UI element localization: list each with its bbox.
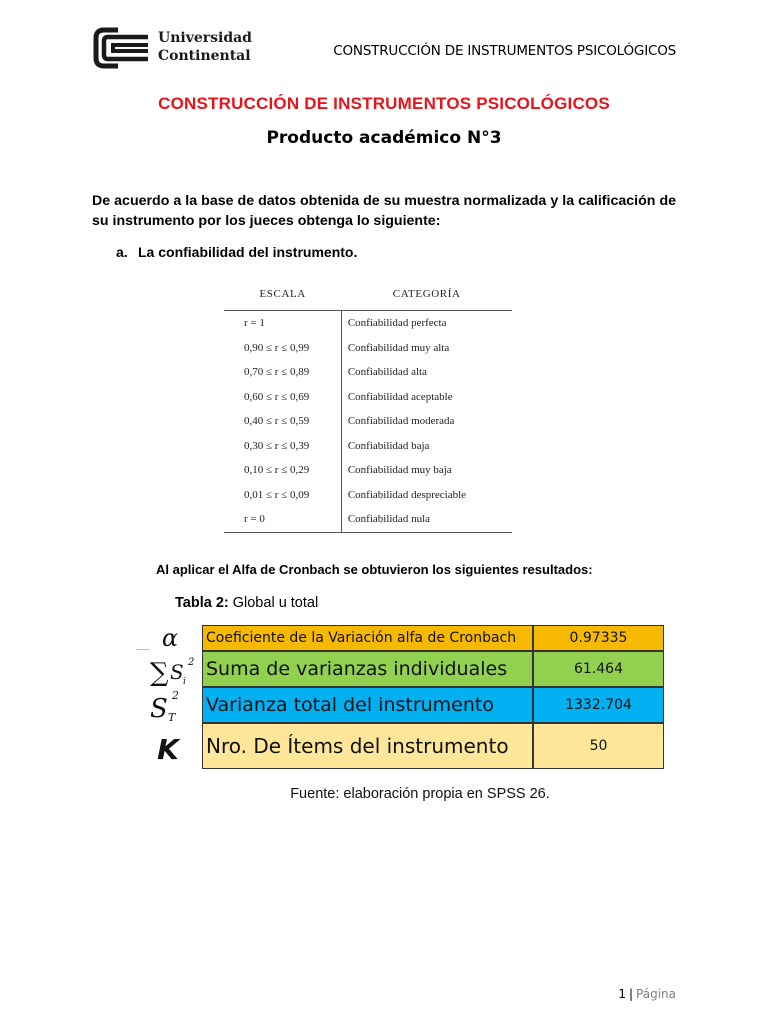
table-source: Fuente: elaboración propia en SPSS 26.	[290, 786, 550, 802]
svg-text:T: T	[168, 711, 176, 723]
table-row	[140, 723, 664, 769]
column-header-categoria: CATEGORÍA	[341, 284, 512, 311]
page-word: Página	[636, 987, 676, 1001]
table-caption	[175, 595, 318, 611]
footer-separator: |	[628, 987, 634, 1001]
result-value: 61.464	[533, 651, 664, 687]
escala-cell: 0,10 ≤ r ≤ 0,29	[244, 464, 310, 477]
escala-cell: r = 1	[244, 317, 265, 330]
table-row	[140, 625, 664, 651]
document-title: CONSTRUCCIÓN DE INSTRUMENTOS PSICOLÓGICOS	[158, 94, 610, 113]
k-symbol	[140, 723, 200, 769]
table-row	[224, 434, 512, 459]
result-label: Coeficiente de la Variación alfa de Cronbach	[202, 625, 533, 651]
table-row	[224, 507, 512, 532]
page-number: 1	[618, 987, 626, 1001]
escala-cell: 0,60 ≤ r ≤ 0,69	[244, 390, 310, 403]
svg-text:i: i	[183, 677, 186, 687]
table-row	[224, 360, 512, 385]
header-title: CONSTRUCCIÓN DE INSTRUMENTOS PSICOLÓGICOS	[333, 43, 676, 59]
column-header-escala: ESCALA	[224, 284, 341, 311]
k-symbol-text: K	[157, 733, 179, 766]
intro-paragraph: De acuerdo a la base de datos obtenida de su muestra normalizada y la calificación de su instrumento por los jueces obtenga lo siguiente:	[92, 193, 676, 229]
categoria-cell: Confiabilidad perfecta	[341, 311, 512, 336]
logo-wordmark	[158, 29, 252, 65]
continental-logo-icon	[92, 26, 148, 70]
result-value: 0.97335	[533, 625, 664, 651]
svg-text:S: S	[150, 694, 168, 723]
result-label: Nro. De Ítems del instrumento	[202, 723, 533, 769]
result-value: 1332.704	[533, 687, 664, 723]
categoria-cell: Confiabilidad nula	[341, 507, 512, 532]
escala-cell: 0,70 ≤ r ≤ 0,89	[244, 366, 310, 379]
table-row	[140, 687, 664, 723]
table-caption-text: Global u total	[228, 595, 319, 611]
escala-cell: r = 0	[224, 507, 341, 532]
document-subtitle: Producto académico N°3	[266, 128, 502, 148]
alpha-symbol-text: α	[161, 625, 179, 651]
list-item-a	[116, 244, 357, 260]
result-label: Varianza total del instrumento	[202, 687, 533, 723]
table-row	[140, 651, 664, 687]
table-row	[224, 458, 512, 483]
reliability-scale-table	[224, 284, 512, 533]
table-caption-number: Tabla 2:	[175, 595, 229, 611]
result-value: 50	[533, 723, 664, 769]
categoria-cell: Confiabilidad baja	[341, 434, 512, 459]
table-row	[224, 385, 512, 410]
svg-text:2: 2	[172, 689, 179, 702]
page-footer	[618, 987, 676, 1001]
table-row	[224, 311, 512, 336]
categoria-cell: Confiabilidad despreciable	[341, 483, 512, 508]
total-variance-symbol	[140, 687, 200, 723]
sum-of-variances-symbol	[140, 651, 200, 687]
escala-cell: 0,01 ≤ r ≤ 0,09	[244, 488, 310, 501]
list-marker: a.	[116, 244, 128, 260]
table-row	[224, 336, 512, 361]
logo-line-2: Continental	[158, 48, 251, 64]
svg-text:∑: ∑	[150, 658, 169, 687]
escala-cell: 0,40 ≤ r ≤ 0,59	[244, 415, 310, 428]
cronbach-note: Al aplicar el Alfa de Cronbach se obtuvieron los siguientes resultados:	[156, 562, 593, 577]
logo-line-1: Universidad	[158, 30, 252, 46]
page-header	[0, 0, 768, 80]
table-row	[224, 409, 512, 434]
table-row	[224, 483, 512, 508]
categoria-cell: Confiabilidad alta	[341, 360, 512, 385]
table-header-row	[224, 284, 512, 311]
svg-text:S: S	[170, 660, 184, 684]
categoria-cell: Confiabilidad moderada	[341, 409, 512, 434]
svg-text:2: 2	[188, 657, 195, 668]
list-item-text: La confiabilidad del instrumento.	[138, 244, 358, 260]
escala-cell: 0,90 ≤ r ≤ 0,99	[244, 341, 310, 354]
categoria-cell: Confiabilidad muy alta	[341, 336, 512, 361]
categoria-cell: Confiabilidad muy baja	[341, 458, 512, 483]
university-logo	[92, 26, 252, 72]
escala-cell: 0,30 ≤ r ≤ 0,39	[244, 439, 310, 452]
categoria-cell: Confiabilidad aceptable	[341, 385, 512, 410]
alpha-symbol	[140, 625, 200, 651]
result-label: Suma de varianzas individuales	[202, 651, 533, 687]
